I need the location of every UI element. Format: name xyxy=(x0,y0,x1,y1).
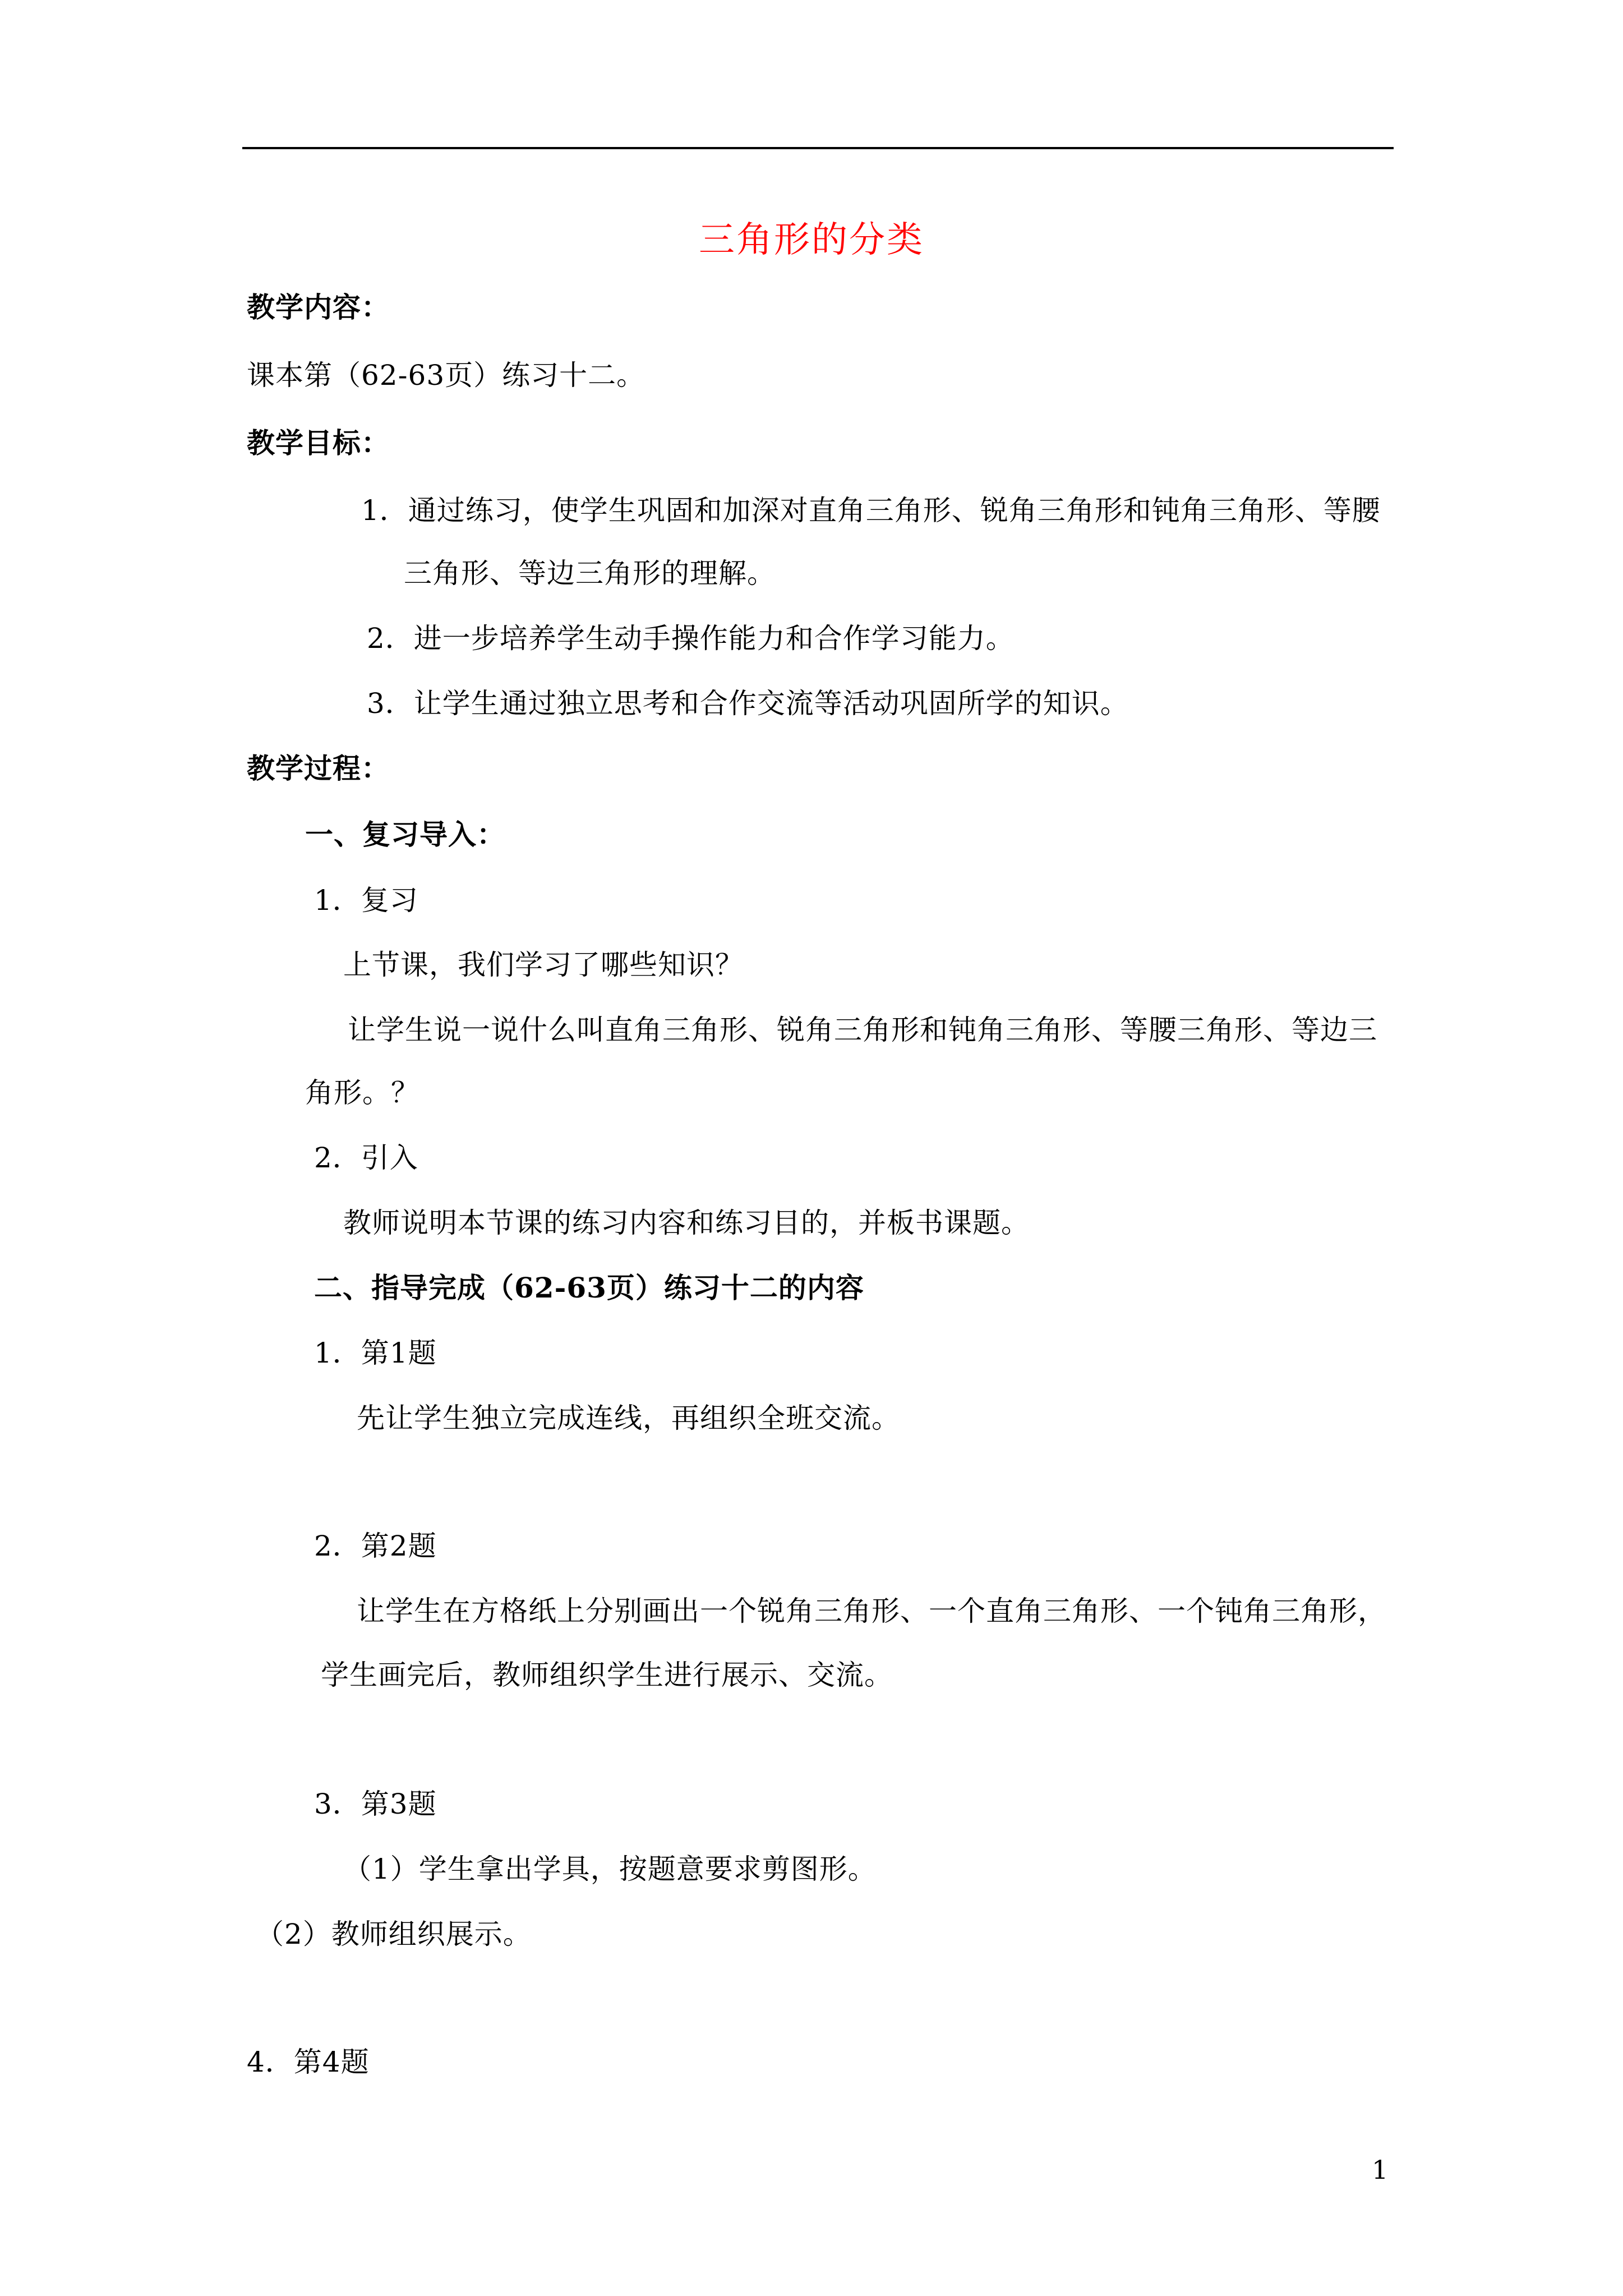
part2-heading: 二、指导完成（62-63页）练习十二的内容 xyxy=(314,1271,864,1304)
part2-q3-step1: （1）学生拿出学具，按题意要求剪图形。 xyxy=(343,1853,877,1885)
document-title: 三角形的分类 xyxy=(699,219,924,261)
content-text: 课本第（62-63页）练习十二。 xyxy=(247,359,645,392)
objectives-heading: 教学目标： xyxy=(247,426,390,459)
header-rule xyxy=(242,147,1394,149)
part1-item2-text: 教师说明本节课的练习内容和练习目的，并板书课题。 xyxy=(343,1207,1030,1239)
process-heading: 教学过程： xyxy=(247,752,390,785)
objective-1-line-1: 1．通过练习，使学生巩固和加深对直角三角形、锐角三角形和钝角三角形、等腰 xyxy=(361,494,1381,527)
part2-q2-label: 2．第2题 xyxy=(314,1530,437,1562)
part2-q4-label: 4．第4题 xyxy=(247,2046,370,2078)
part1-item1-text2-line2: 角形。？ xyxy=(305,1076,419,1109)
part2-q3-step2: （2）教师组织展示。 xyxy=(256,1918,532,1950)
part2-q1-label: 1．第1题 xyxy=(314,1337,437,1369)
objective-3: 3．让学生通过独立思考和合作交流等活动巩固所学的知识。 xyxy=(367,687,1129,720)
part2-q2-text-line2: 学生画完后，教师组织学生进行展示、交流。 xyxy=(321,1659,893,1691)
objective-2: 2．进一步培养学生动手操作能力和合作学习能力。 xyxy=(367,622,1015,655)
part1-item2-label: 2．引入 xyxy=(314,1142,418,1174)
content-heading: 教学内容： xyxy=(247,291,390,324)
part1-heading: 一、复习导入： xyxy=(305,818,505,851)
part2-q3-label: 3．第3题 xyxy=(314,1788,437,1820)
part1-item1-text1: 上节课，我们学习了哪些知识？ xyxy=(343,949,744,981)
objective-1-line-2: 三角形、等边三角形的理解。 xyxy=(404,557,776,590)
part1-item1-text2-line1: 让学生说一说什么叫直角三角形、锐角三角形和钝角三角形、等腰三角形、等边三 xyxy=(348,1014,1377,1046)
part2-q1-text: 先让学生独立完成连线，再组织全班交流。 xyxy=(357,1402,900,1434)
part2-q2-text-line1: 让学生在方格纸上分别画出一个锐角三角形、一个直角三角形、一个钝角三角形， xyxy=(357,1595,1386,1627)
part1-item1-label: 1．复习 xyxy=(314,884,418,917)
page-number: 1 xyxy=(1372,2155,1389,2185)
